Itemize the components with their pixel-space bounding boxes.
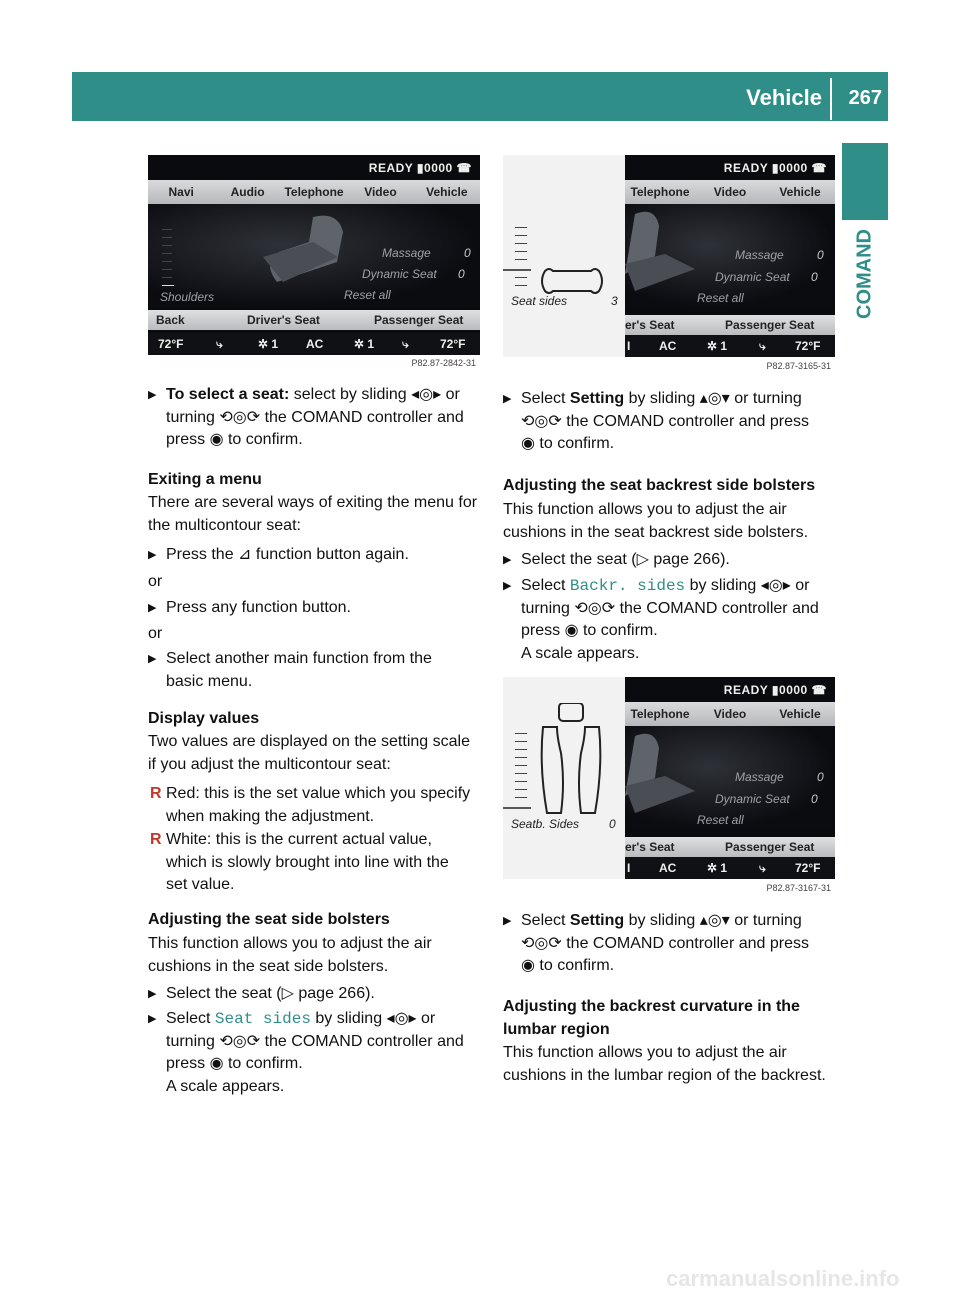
scale-tick — [162, 237, 172, 238]
lumbar-text: This function allows you to adjust the air cushions in the lumbar region of the backrest. — [503, 1044, 826, 1084]
display-values-text: Two values are displayed on the setting scale if you adjust the multicontour seat: — [148, 733, 470, 773]
scale-tick — [515, 243, 527, 244]
image-caption: P82.87-2842-31 — [411, 358, 476, 368]
bullet-icon: R — [150, 831, 162, 848]
scale-tick — [515, 259, 527, 260]
status-bar: READY ▮0000 ☎ — [368, 161, 472, 175]
reset-all: Reset all — [344, 288, 391, 302]
climate-bar — [625, 857, 835, 879]
page-number: 267 — [848, 87, 882, 109]
heading-seat-side-bolsters: Adjusting the seat side bolsters — [148, 911, 390, 928]
seat-heat-icon: ⤷ — [402, 337, 409, 351]
step-select-main-function: ▶ Select another main function from the basic menu. — [148, 650, 432, 690]
scale-value: 0 — [609, 817, 616, 831]
header-divider — [830, 78, 832, 120]
massage-value: 0 — [817, 770, 824, 784]
nav-drivers-seat: er's Seat — [625, 318, 675, 332]
scale-tick — [515, 733, 527, 734]
menu-telephone: Telephone — [284, 185, 344, 199]
massage-label: Massage — [735, 248, 784, 262]
fan-right: ✲ 1 — [354, 337, 375, 351]
step-arrow-icon: ▶ — [148, 1013, 157, 1025]
step-arrow-icon: ▶ — [148, 389, 157, 401]
nav-back: Back — [156, 313, 185, 327]
image-caption: P82.87-3167-31 — [766, 883, 831, 893]
step-select-seat-ref-2: ▶ Select the seat (▷ page 266). — [503, 549, 730, 572]
step-select-backr-sides: ▶ Select Backr. sides by sliding ◂◎▸ or turning ⟲◎⟳ the COMAND controller and press ◉ to confirm. A scale appears. — [503, 577, 819, 662]
climate-edge: I — [627, 861, 631, 875]
footer-watermark: carmanualsonline.info — [666, 1266, 900, 1291]
backrest-sides-icon — [539, 703, 603, 819]
scale-tick — [515, 749, 527, 750]
step-arrow-icon: ▶ — [503, 393, 512, 405]
nav-passenger-seat: Passenger Seat — [374, 313, 464, 327]
fan-left: ✲ 1 — [258, 337, 279, 351]
bullet-icon: R — [150, 785, 162, 802]
status-bar: READY ▮0000 ☎ — [723, 161, 827, 175]
nav-passenger-seat: Passenger Seat — [725, 840, 815, 854]
backrest-text: This function allows you to adjust the air cushions in the seat backrest side bolsters. — [503, 501, 809, 541]
scale-tick — [515, 781, 527, 782]
climate-temp-left: 72°F — [158, 337, 184, 351]
fan-right: ✲ 1 — [707, 861, 728, 875]
scale-marker — [503, 269, 531, 271]
step-arrow-icon: ▶ — [148, 549, 157, 561]
scale-tick — [515, 765, 527, 766]
heading-lumbar-region: Adjusting the backrest curvature in the lumbar region — [503, 998, 800, 1038]
scale-tick — [162, 269, 172, 270]
step-arrow-icon: ▶ — [503, 554, 512, 566]
seat-illustration — [243, 212, 363, 292]
heading-display-values: Display values — [148, 710, 260, 727]
ac-label: AC — [306, 337, 324, 351]
image-caption: P82.87-3165-31 — [766, 361, 831, 371]
side-tab-label: COMAND — [853, 229, 876, 319]
menu-video: Video — [713, 185, 747, 199]
scale-tick — [162, 245, 172, 246]
step-select-setting-2: ▶ Select Setting by sliding ▴◎▾ or turning ⟲◎⟳ the COMAND controller and press ◉ to confirm. — [503, 912, 809, 974]
bullet-red-value: R Red: this is the set value which you specify when making the adjustment. — [150, 785, 471, 825]
step-arrow-icon: ▶ — [148, 988, 157, 1000]
dynamic-seat-label: Dynamic Seat — [362, 267, 437, 281]
scale-tick — [515, 227, 527, 228]
bullet-white-value: R White: this is the current actual value, which is slowly brought into line with the set value. — [150, 831, 449, 893]
scale-tick — [515, 251, 527, 252]
ac-label: AC — [659, 861, 677, 875]
menu-video: Video — [364, 185, 397, 199]
seat-sides-icon — [539, 267, 609, 297]
seat-display — [625, 726, 835, 829]
reset-all: Reset all — [697, 291, 744, 305]
step-select-seat-ref: ▶ Select the seat (▷ page 266). — [148, 983, 375, 1006]
seat-nav-bar — [625, 837, 835, 857]
dynamic-seat-value: 0 — [811, 792, 818, 806]
menu-vehicle: Vehicle — [426, 185, 468, 199]
step-arrow-icon: ▶ — [503, 915, 512, 927]
dynamic-seat-value: 0 — [458, 267, 465, 281]
fan-right: ✲ 1 — [707, 339, 728, 353]
scale-tick — [515, 797, 527, 798]
scale-tick — [515, 789, 527, 790]
dynamic-seat-label: Dynamic Seat — [715, 792, 790, 806]
seat-heat-icon: ⤷ — [216, 337, 223, 351]
menu-vehicle: Vehicle — [779, 185, 821, 199]
bolsters-text: This function allows you to adjust the air cushions in the seat side bolsters. — [148, 935, 432, 975]
ac-label: AC — [659, 339, 677, 353]
menu-vehicle: Vehicle — [779, 707, 821, 721]
massage-label: Massage — [735, 770, 784, 784]
nav-drivers-seat: er's Seat — [625, 840, 675, 854]
exit-menu-text: There are several ways of exiting the menu for the multicontour seat: — [148, 494, 478, 534]
menu-telephone: Telephone — [630, 185, 690, 199]
scale-tick — [162, 253, 172, 254]
scale-tick — [515, 773, 527, 774]
massage-value: 0 — [464, 246, 471, 260]
massage-value: 0 — [817, 248, 824, 262]
scale-panel — [503, 155, 625, 357]
reset-all: Reset all — [697, 813, 744, 827]
step-select-seat-sides: ▶ Select Seat sides by sliding ◂◎▸ or turning ⟲◎⟳ the COMAND controller and press ◉ to confirm. A scale appears. — [148, 1010, 464, 1095]
menu-telephone: Telephone — [630, 707, 690, 721]
main-menu-bar — [148, 180, 480, 204]
dynamic-seat-value: 0 — [811, 270, 818, 284]
main-menu-bar — [625, 702, 835, 726]
section-title: Vehicle — [746, 85, 822, 110]
side-tab-marker — [842, 143, 888, 220]
scale-label: Shoulders — [160, 290, 215, 304]
scale-tick — [162, 277, 172, 278]
screenshot-backrest-sides — [503, 677, 835, 897]
step-arrow-icon: ▶ — [148, 602, 157, 614]
heading-backrest-side-bolsters: Adjusting the seat backrest side bolsters — [503, 477, 816, 494]
climate-edge: I — [627, 339, 631, 353]
step-arrow-icon: ▶ — [503, 580, 512, 592]
status-bar: READY ▮0000 ☎ — [723, 683, 827, 697]
scale-panel — [503, 677, 625, 879]
scale-value: 3 — [611, 294, 618, 308]
scale-tick — [515, 235, 527, 236]
scale-tick — [515, 741, 527, 742]
scale-tick — [162, 285, 174, 286]
climate-bar — [148, 333, 480, 355]
scale-tick — [162, 229, 172, 230]
seat-nav-bar — [148, 310, 480, 330]
main-menu-bar — [625, 180, 835, 204]
climate-bar — [625, 335, 835, 357]
menu-video: Video — [713, 707, 747, 721]
scale-label: Seatb. Sides — [511, 817, 580, 831]
screenshot-seat-select — [148, 155, 480, 373]
step-press-button-again: ▶ Press the ⊿ function button again. — [148, 544, 409, 567]
massage-label: Massage — [382, 246, 431, 260]
page-header — [72, 72, 888, 121]
scale-tick — [515, 277, 527, 278]
scale-tick — [515, 757, 527, 758]
scale-marker — [503, 807, 531, 809]
scale-tick — [162, 261, 172, 262]
seat-display — [625, 204, 835, 307]
menu-audio: Audio — [230, 185, 265, 199]
scale-tick — [515, 285, 527, 286]
seat-heat-icon: ⤷ — [759, 861, 766, 875]
seat-heat-icon: ⤷ — [759, 339, 766, 353]
seat-display — [148, 204, 480, 307]
screenshot-seat-sides — [503, 155, 835, 375]
nav-passenger-seat: Passenger Seat — [725, 318, 815, 332]
scale-label: Seat sides — [511, 294, 568, 308]
heading-exiting-menu: Exiting a menu — [148, 471, 262, 488]
menu-navi: Navi — [168, 185, 194, 199]
climate-temp-right: 72°F — [795, 861, 821, 875]
nav-drivers-seat: Driver's Seat — [247, 313, 320, 327]
step-press-any-button: ▶ Press any function button. — [148, 597, 351, 620]
climate-temp-right: 72°F — [795, 339, 821, 353]
step-arrow-icon: ▶ — [148, 653, 157, 665]
or-text: or — [148, 625, 163, 642]
dynamic-seat-label: Dynamic Seat — [715, 270, 790, 284]
climate-temp-right: 72°F — [440, 337, 466, 351]
step-select-seat: ▶ To select a seat: select by sliding ◂◎▸ or turning ⟲◎⟳ the COMAND controller and press ◉ to confirm. — [148, 386, 464, 448]
step-select-setting-1: ▶ Select Setting by sliding ▴◎▾ or turning ⟲◎⟳ the COMAND controller and press ◉ to confirm. — [503, 390, 809, 452]
seat-nav-bar — [625, 315, 835, 335]
or-text: or — [148, 573, 163, 590]
